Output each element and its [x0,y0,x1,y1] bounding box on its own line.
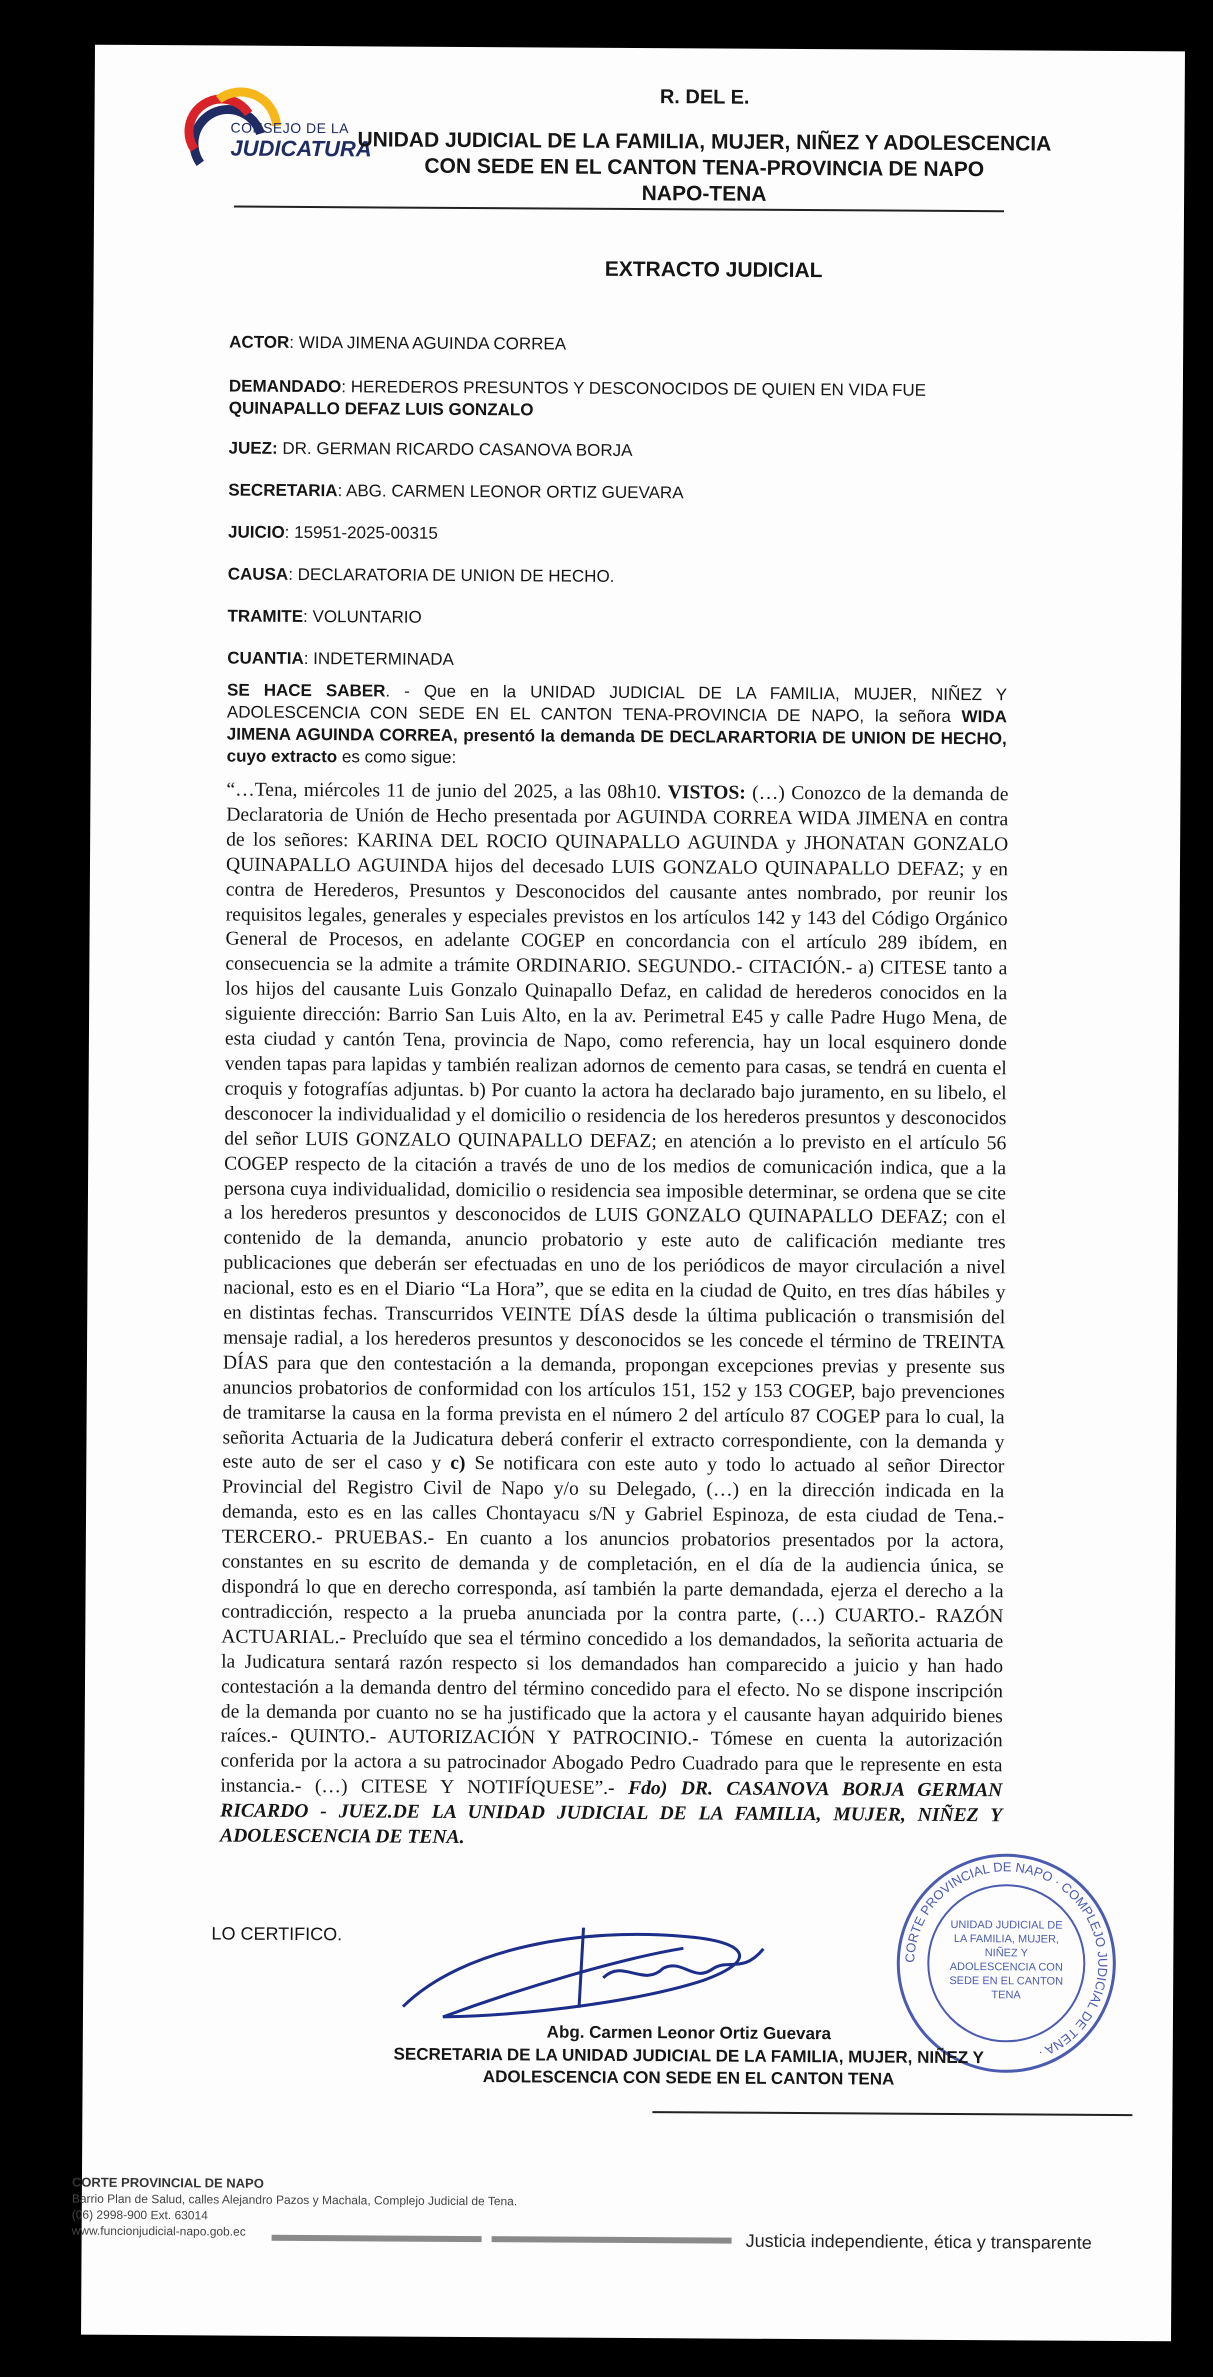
actor-value: : WIDA JIMENA AGUINDA CORREA [289,332,567,354]
footer [71,2174,1162,2239]
hace-saber-paragraph [227,680,1008,773]
juez-value: DR. GERMAN RICARDO CASANOVA BORJA [277,438,633,460]
field-tramite [227,606,1117,633]
logo-text-top: CONSEJO DE LA [230,119,350,137]
tramite-label: TRAMITE [227,606,304,626]
field-actor [229,332,1119,359]
hace-saber-label: SE HACE SABER [227,680,386,701]
actor-label: ACTOR [229,332,290,352]
extract-body-1: (…) Conozco de la demanda de Declaratoria de Unión de Hecho presentada por AGUINDA CORREA WIDA JIMENA en contra de los señores: KARINA DEL ROCIO QUINAPALLO AGUINDA y JHONATAN GONZALO QUINAPALLO AGUINDA hijos del decesado LUIS GONZALO QUINAPALLO DEFAZ; y en contra de Herederos, Presuntos y Desconocidos del causante antes nombrado, por reunir los requisitos legales, generales y especiales previstos en los artículos 142 y 143 del Código Orgánico General de Procesos, en adelante COGEP en concordancia con el artículo 289 ibídem, en consecuencia se la admite a trámite ORDINARIO. SEGUNDO.- CITACIÓN.- a) CITESE tanto a los hijos del causante Luis Gonzalo Quinapallo Defaz, en calidad de herederos conocidos en la siguiente dirección: Barrio San Luis Alto, en la av. Perimetral E45 y calle Padre Hugo Mena, de esta ciudad y cantón Tena, provincia de Napo, como referencia, hay un local esquinero donde venden tapas para lapidas y también realizan adornos de cemento para casas, se tendrá en cuenta el croquis y fotografías adjuntas. b) Por cuanto la actora ha declarado bajo juramento, en su libelo, el desconocer la individualidad y el domicilio o residencia de los herederos presuntos y desconocidos del señor LUIS GONZALO QUINAPALLO DEFAZ; en atención a lo previsto en el artículo 56 COGEP respecto de la citación a través de uno de los medios de comunicación indica, que a la persona cuya individualidad, domicilio o residencia sea imposible determinar, se ordena que se cite a los herederos presuntos y desconocidos de LUIS GONZALO QUINAPALLO DEFAZ; con el contenido de la demanda, anuncio probatorio y este auto de calificación mediante tres publicaciones que deberán ser efectuadas en uno de los periódicos de mayor circulación a nivel nacional, esto es en el Diario “La Hora”, que se edita en la ciudad de Quito, en tres días hábiles y en distintas fechas. Transcurridos VEINTE DÍAS desde la última publicación o transmisión del mensaje radial, a los herederos presuntos y desconocidos se les concede el término de TREINTA DÍAS para que den contestación a la demanda, propongan excepciones previas y presente sus anuncios probatorios de conformidad con los artículos 151, 152 y 153 COGEP, bajo prevenciones de tramitarse la causa en la forma prevista en el número 2 del artículo 87 COGEP para lo cual, la señorita Actuaria de la Judicatura deberá conferir el extracto correspondiente, con la demanda y este auto de ser el caso y [222,782,1009,1475]
causa-value: : DECLARATORIA DE UNION DE HECHO. [288,564,615,586]
juicio-label: JUICIO [227,522,285,542]
cuantia-label: CUANTIA [227,648,304,668]
field-juicio [228,522,1118,549]
header-line-2: CON SEDE EN EL CANTON TENA-PROVINCIA DE NAPO [424,154,985,182]
tramite-value: : VOLUNTARIO [303,606,422,627]
footer-web: www.funcionjudicial-napo.gob.ec [71,2223,246,2239]
extract-body-2: Se notificara con este auto y todo lo actuado al señor Director Provincial del Registro Civil de Napo y/o su Delegado, (…) en la dirección indicada en la demanda, esto es en las calles Chontayacu s/N y Gabriel Espinoza, de esta ciudad de Tena.- TERCERO.- PRUEBAS.- En cuanto a los anuncios probatorios presentados por la actora, constantes en su escrito de demanda y de completación, en el día de la audiencia única, se dispondrá lo que en derecho corresponda, así también la parte demandada, ejerza el derecho a la contradicción, respecto a la prueba anunciada por la contra parte, (…) CUARTO.- RAZÓN ACTUARIAL.- Precluído que sea el término concedido a los demandados, la señorita actuaria de la Judicatura sentará razón respecto si los demandados han comparecido a juicio y han hado contestación a la demanda dentro del término concedido para el efecto. No se dispone inscripción de la demanda por cuanto no se ha justificado que la actora y el causante hayan adquirido bienes raíces.- QUINTO.- AUTORIZACIÓN Y PATROCINIO.- Tómese en cuenta la autorización conferida por la actora a su patrocinador Abogado Pedro Cuadrado para que le represente en esta instancia.- (…) CITESE Y NOTIFÍQUESE”.- [220,1453,1005,1800]
cuantia-value: : INDETERMINADA [303,648,455,669]
footer-stripe-1 [272,2235,482,2242]
item-c-label: c) [450,1453,466,1475]
demandado-label: DEMANDADO [228,376,342,397]
document-page [71,45,1185,2342]
handwritten-signature [383,1886,804,2039]
extract-signed-by: Fdo) DR. CASANOVA BORJA GERMAN RICARDO - JUEZ.DE LA UNIDAD JUDICIAL DE LA FAMILIA, MUJER, NIÑEZ Y ADOLESCENCIA DE TENA. [220,1778,1003,1849]
extract-quote [220,779,1009,1855]
hace-saber-name: WIDA JIMENA AGUINDA CORREA, presentó la demanda DE DECLARARTORIA DE UNION DE HECHO, cuyo extracto [226,706,1007,767]
stamp-inner-text: UNIDAD JUDICIAL DE LA FAMILIA, MUJER, NIÑEZ Y ADOLESCENCIA CON SEDE EN EL CANTON TENA [949,1918,1064,2002]
juez-label: JUEZ: [228,438,278,458]
signatory-name: Abg. Carmen Leonor Ortiz Guevara [546,2022,832,2044]
field-cuantia [227,648,1117,675]
field-juez [228,438,1118,465]
juicio-value: : 15951-2025-00315 [284,522,438,543]
footer-address: Barrio Plan de Salud, calles Alejandro Pazos y Machala, Complejo Judicial de Tena. [71,2191,518,2209]
header-line-1: UNIDAD JUDICIAL DE LA FAMILIA, MUJER, NIÑEZ Y ADOLESCENCIA [357,128,1052,156]
extract-opening: “…Tena, miércoles 11 de junio del 2025, a las 08h10. [226,779,668,804]
footer-org: CORTE PROVINCIAL DE NAPO [71,2174,264,2191]
secretaria-label: SECRETARIA [228,480,338,501]
signature-divider [652,2111,1132,2116]
logo-text-main: JUDICATURA [230,135,372,162]
signatory-title-1: SECRETARIA DE LA UNIDAD JUDICIAL DE LA FAMILIA, MUJER, NIÑEZ Y [393,2044,984,2068]
field-secretaria [228,480,1118,507]
signatory-title-2: ADOLESCENCIA CON SEDE EN EL CANTON TENA [482,2067,895,2089]
demandado-name: QUINAPALLO DEFAZ LUIS GONZALO [228,398,534,420]
demandado-value: : HEREDEROS PRESUNTOS Y DESCONOCIDOS DE QUIEN EN VIDA FUE [341,377,927,400]
secretaria-value: : ABG. CARMEN LEONOR ORTIZ GUEVARA [337,481,684,503]
header-line-3: NAPO-TENA [641,182,767,206]
footer-slogan: Justicia independiente, ética y transparente [745,2230,1092,2253]
footer-phone: (06) 2998-900 Ext. 63014 [71,2207,208,2223]
certifico-text: LO CERTIFICO. [211,1923,343,1945]
stamp-ring-text: CORTE PROVINCIAL DE NAPO · COMPLEJO JUDICIAL DE TENA · [902,1859,1111,2062]
hace-saber-tail: es como sigue: [337,747,457,767]
field-demandado [229,376,1119,425]
hace-saber-text: . - Que en la UNIDAD JUDICIAL DE LA FAMILIA, MUJER, NIÑEZ Y ADOLESCENCIA CON SEDE EN EL CANTON TENA-PROVINCIA DE NAPO, la señora [226,681,1008,726]
field-causa [228,564,1118,591]
footer-stripe-2 [492,2236,732,2243]
vistos-label: VISTOS: [667,782,746,804]
rdel-heading: R. DEL E. [659,86,750,109]
causa-label: CAUSA [227,564,289,584]
document-title: EXTRACTO JUDICIAL [604,257,823,283]
